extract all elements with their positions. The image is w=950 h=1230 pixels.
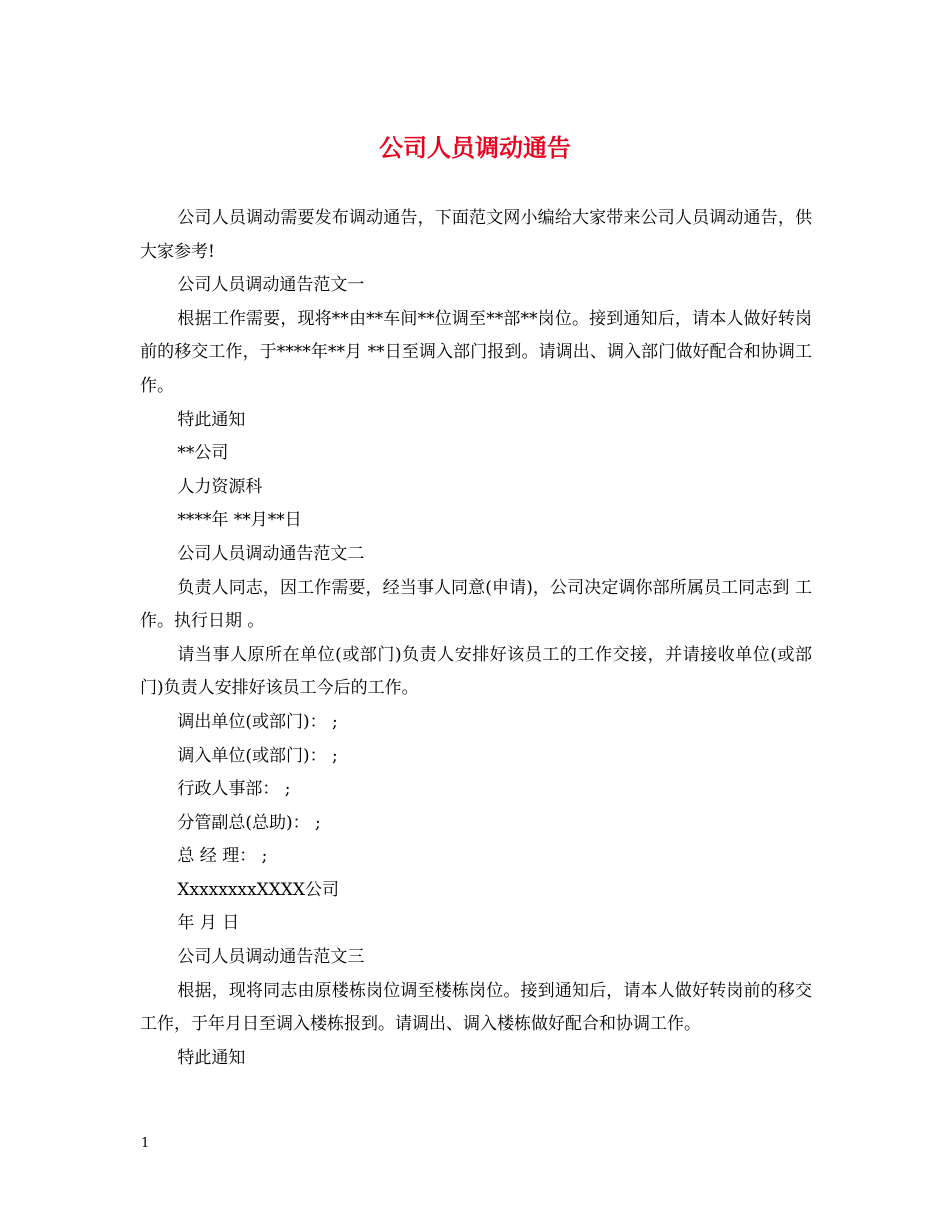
- paragraph: 根据工作需要，现将**由**车间**位调至**部**岗位。接到通知后，请本人做好转岗前的移交工作，于****年**月 **日至调入部门报到。请调出、调入部门做好配合和协调工作。: [140, 308, 812, 396]
- document-title: 公司人员调动通告: [379, 134, 571, 162]
- page-number: 1: [141, 1136, 150, 1151]
- paragraph: **公司: [177, 443, 229, 464]
- paragraph: 公司人员调动通告范文一: [177, 275, 365, 296]
- paragraph: 特此通知: [177, 409, 246, 430]
- paragraph: ****年 **月**日: [177, 510, 302, 531]
- paragraph: 请当事人原所在单位(或部门)负责人安排好该员工的工作交接，并请接收单位(或部门)负责人安排好该员工今后的工作。: [140, 644, 812, 699]
- paragraph: 公司人员调动通告范文三: [177, 947, 365, 968]
- paragraph: 总 经 理： ;: [177, 846, 268, 867]
- paragraph: 人力资源科: [177, 476, 263, 497]
- paragraph: 调入单位(或部门)： ;: [177, 745, 338, 766]
- paragraph: 行政人事部： ;: [177, 779, 291, 800]
- paragraph: 公司人员调动需要发布调动通告，下面范文网小编给大家带来公司人员调动通告，供大家参考!: [140, 208, 812, 262]
- paragraph: XxxxxxxxXXXX公司: [177, 879, 340, 900]
- paragraph: 负责人同志，因工作需要，经当事人同意(申请)，公司决定调你部所属员工同志到 工作。执行日期 。: [140, 577, 812, 632]
- paragraph: 根据，现将同志由原楼栋岗位调至楼栋岗位。接到通知后，请本人做好转岗前的移交工作，于年月日至调入楼栋报到。请调出、调入楼栋做好配合和协调工作。: [140, 980, 812, 1035]
- paragraph: 调出单位(或部门)： ;: [177, 711, 338, 732]
- paragraph: 年 月 日: [177, 913, 240, 934]
- paragraph: 特此通知: [177, 1047, 246, 1068]
- paragraph: 分管副总(总助)： ;: [177, 812, 321, 833]
- paragraph: 公司人员调动通告范文二: [177, 543, 365, 564]
- document-body: [140, 202, 812, 1075]
